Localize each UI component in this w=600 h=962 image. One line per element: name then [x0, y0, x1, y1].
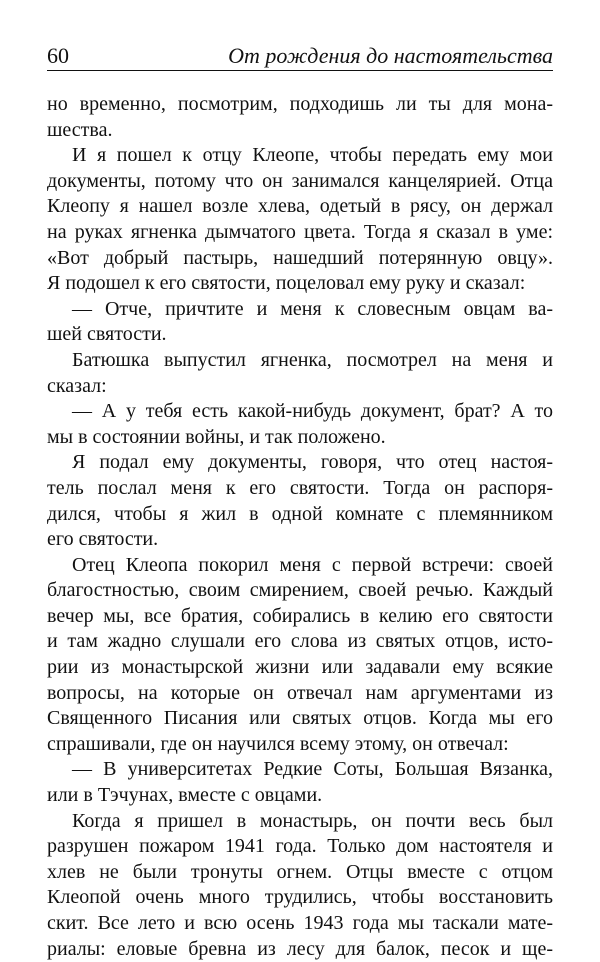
text-line: Я подал ему документы, говоря, что отец настоя- [72, 451, 553, 474]
paragraph [47, 553, 553, 758]
text-line: хлев не были тронуты огнем. Отцы вместе с отцом [47, 860, 553, 883]
text-line: но временно, посмотрим, подходишь ли ты для мона- [47, 93, 553, 115]
text-line: документы, потому что он занимался канцелярией. Отца [47, 169, 553, 192]
page-header [47, 41, 553, 71]
running-title: От рождения до настоятельства [228, 43, 553, 68]
page-number: 60 [47, 43, 69, 68]
text-line: Священного Писания или святых отцов. Когда мы его [47, 707, 553, 730]
text-line: дился, чтобы я жил в одной комнате с племянником [47, 502, 553, 525]
text-line: «Вот добрый пастырь, нашедший потерянную овцу». [47, 246, 553, 269]
text-line: его святости. [47, 528, 159, 551]
text-line: и там жадно слушали его слова из святых отцов, исто- [47, 630, 553, 653]
paragraph [47, 399, 553, 450]
text-line: скит. Все лето и всю осень 1943 года мы таскали мате- [47, 912, 553, 934]
header-rule [47, 70, 553, 71]
text-line: сказал: [47, 374, 107, 397]
text-line: шей святости. [47, 323, 167, 346]
paragraph [47, 450, 553, 552]
text-line: рии из монастырской жизни или задавали ему всякие [47, 656, 553, 679]
text-line: Клеопой очень много трудились, чтобы восстановить [47, 886, 553, 909]
text-line: Когда я пришел в монастырь, он почти весь был [72, 809, 553, 832]
text-line: вечер мы, все братия, собирались в келию его святости [47, 604, 553, 627]
paragraph [47, 348, 553, 399]
text-line: Я подошел к его святости, поцеловал ему руку и сказал: [47, 272, 526, 295]
text-line: на руках ягненка дымчатого цвета. Тогда я сказал в уме: [47, 220, 553, 243]
paragraph [47, 809, 553, 962]
text-line: И я пошел к отцу Клеопе, чтобы передать ему мои [72, 144, 553, 167]
text-line: разрушен пожаром 1941 года. Только дом настоятеля и [47, 835, 553, 858]
body-text [47, 92, 553, 962]
text-line: или в Тэчунах, вместе с овцами. [47, 784, 323, 807]
text-line: вопросы, на которые он отвечал нам аргументами из [47, 681, 553, 704]
text-line: Батюшка выпустил ягненка, посмотрел на меня и [72, 348, 553, 371]
paragraph [47, 92, 553, 143]
text-line: шества. [47, 118, 113, 141]
text-line: тель послал меня к его святости. Тогда он распоря- [47, 476, 553, 499]
text-line: риалы: еловые бревна из лесу для балок, песок и ще- [47, 937, 553, 960]
text-line: спрашивали, где он научился всему этому, он отвечал: [47, 732, 509, 755]
paragraph [47, 757, 553, 808]
text-line: — В университетах Редкие Соты, Большая Вязанка, [72, 758, 553, 781]
text-line: — Отче, причтите и меня к словесным овцам ва- [72, 297, 553, 320]
text-line: — А у тебя есть какой-нибудь документ, брат? А то [72, 400, 553, 423]
text-line: Клеопу я нашел возле хлева, одетый в рясу, он держал [47, 195, 553, 218]
text-line: благостностью, своим смирением, своей речью. Каждый [47, 579, 553, 602]
text-line: мы в состоянии войны, и так положено. [47, 425, 386, 448]
paragraph [47, 297, 553, 348]
text-line: Отец Клеопа покорил меня с первой встречи: своей [72, 553, 553, 576]
paragraph [47, 143, 553, 297]
